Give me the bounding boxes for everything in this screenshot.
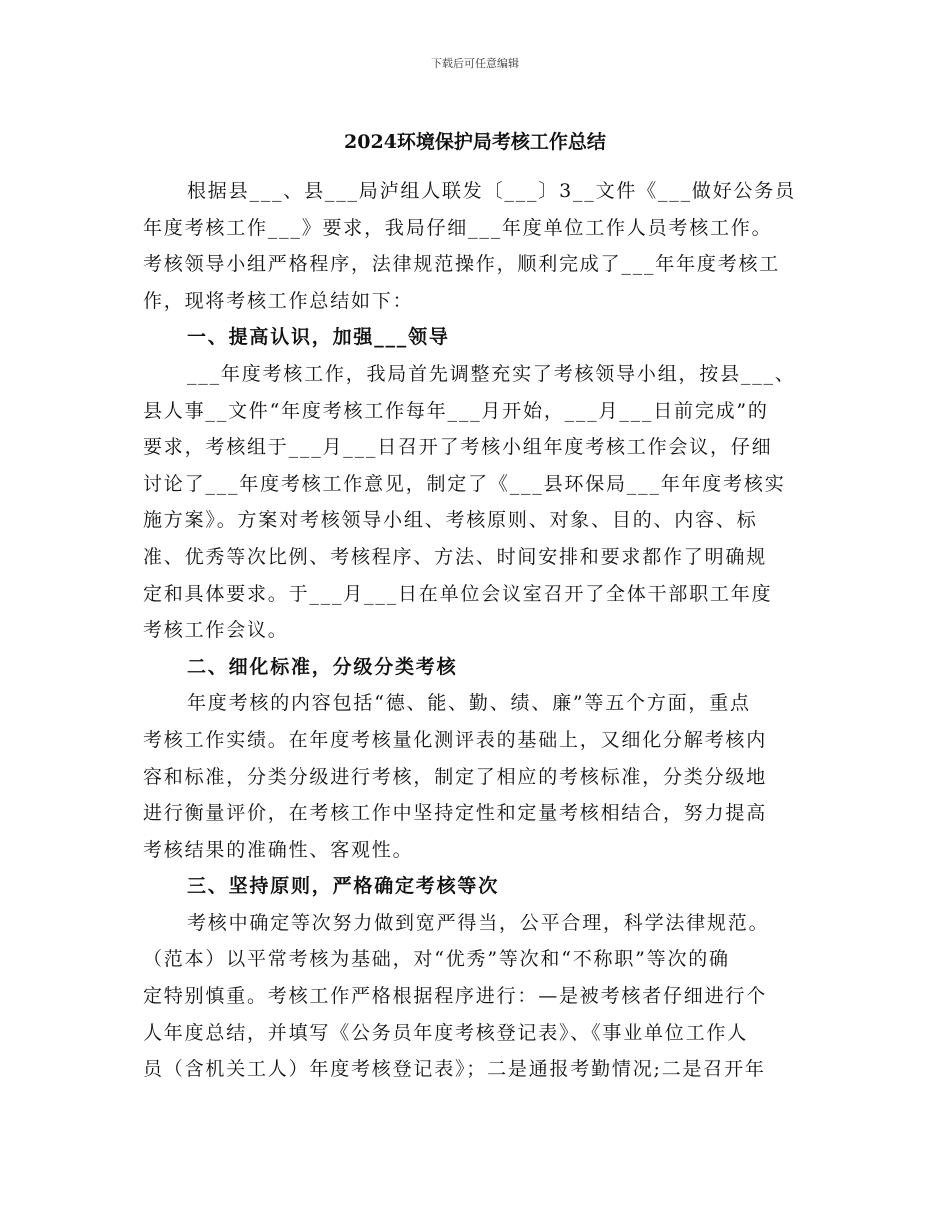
paragraph-line: 考核工作实绩。在年度考核量化测评表的基础上，又细化分解考核内	[143, 728, 768, 751]
paragraph-line: 年度考核工作___》要求，我局仔细___年度单位工作人员考核工作。	[143, 216, 773, 239]
paragraph-line: 考核领导小组严格程序，法律规范操作，顺利完成了___年年度考核工	[143, 253, 781, 276]
paragraph-line: 要求，考核组于___月___日召开了考核小组年度考核工作会议，仔细	[143, 436, 773, 459]
paragraph-line: 根据县___、县___局泸组人联发〔___〕3__文件《___做好公务员	[187, 180, 796, 202]
paragraph-line: （范本）以平常考核为基础，对“优秀”等次和“不称职”等次的确	[143, 948, 730, 971]
paragraph-line: ___年度考核工作，我局首先调整充实了考核领导小组，按县___、	[187, 362, 796, 385]
paragraph-line: 容和标准，分类分级进行考核，制定了相应的考核标准，分类分级地	[143, 765, 768, 788]
paragraph-line: 考核中确定等次努力做到宽严得当，公平合理，科学法律规范。	[187, 911, 770, 934]
paragraph-line: 县人事__文件“年度考核工作每年___月开始，___月___日前完成”的	[143, 399, 769, 422]
section-heading-1: 一、提高认识，加强___领导	[187, 326, 450, 349]
paragraph-line: 人年度总结，并填写《公务员年度考核登记表》、《事业单位工作人	[143, 1021, 749, 1044]
paragraph-line: 进行衡量评价，在考核工作中坚持定性和定量考核相结合，努力提高	[143, 802, 768, 825]
section-heading-3: 三、坚持原则，严格确定考核等次	[187, 875, 500, 898]
document-title: 2024环境保护局考核工作总结	[344, 131, 606, 153]
paragraph-line: 施方案》。方案对考核领导小组、考核原则、对象、目的、内容、标	[143, 509, 758, 532]
header-note: 下载后可任意编辑	[431, 57, 519, 70]
paragraph-line: 年度考核的内容包括“德、能、勤、绩、廉”等五个方面，重点	[187, 692, 751, 715]
paragraph-line: 讨论了___年度考核工作意见，制定了《___县环保局___年年度考核实	[143, 472, 786, 495]
section-heading-2: 二、细化标准，分级分类考核	[187, 655, 458, 678]
paragraph-line: 定和具体要求。于___月___日在单位会议室召开了全体干部职工年度	[143, 582, 773, 605]
paragraph-line: 准、优秀等次比例、考核程序、方法、时间安排和要求都作了明确规	[143, 545, 768, 568]
paragraph-line: 作，现将考核工作总结如下：	[143, 289, 414, 312]
paragraph-line: 员（含机关工人）年度考核登记表》；二是通报考勤情况;二是召开年	[143, 1058, 766, 1081]
paragraph-line: 定特别慎重。考核工作严格根据程序进行：—是被考核者仔细进行个	[143, 985, 768, 1008]
document-body	[143, 173, 813, 1088]
paragraph-line: 考核结果的准确性、客观性。	[143, 838, 414, 861]
paragraph-line: 考核工作会议。	[143, 619, 289, 642]
